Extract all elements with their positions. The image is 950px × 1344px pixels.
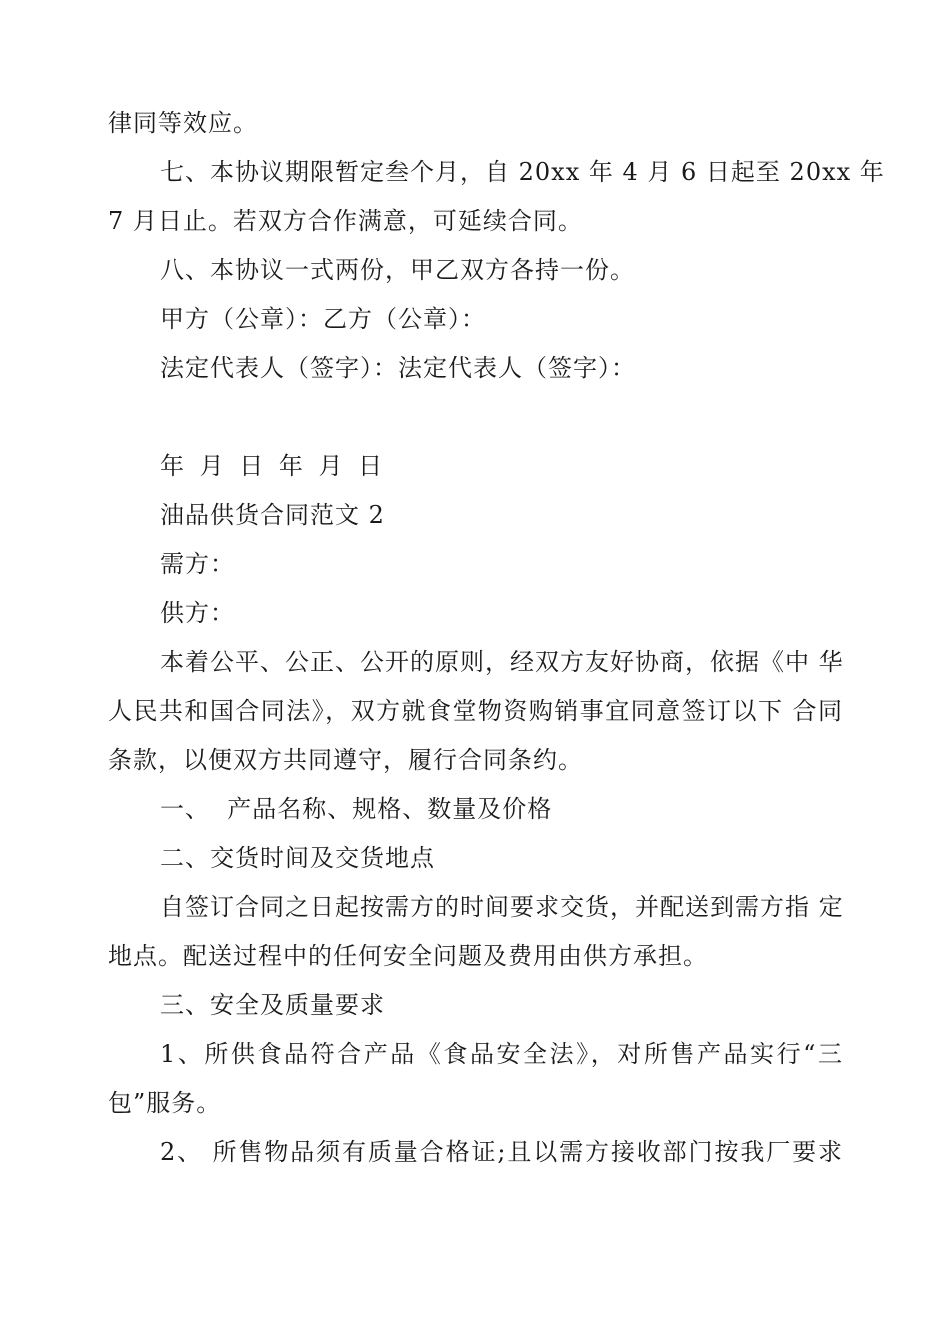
- text-line: 条款，以便双方共同遵守，履行合同条约。: [108, 746, 583, 774]
- text-line: 律同等效应。: [108, 109, 258, 137]
- text-line: 人民共和国合同法》，双方就食堂物资购销事宜同意签订以下 合同: [108, 697, 843, 725]
- text-line: 七、本协议期限暂定叁个月，自 20xx 年 4 月 6 日起至 20xx 年: [160, 158, 885, 186]
- text-line: 2、 所售物品须有质量合格证;且以需方接收部门按我厂要求: [160, 1138, 843, 1166]
- section-title: 油品供货合同范文 2: [160, 501, 385, 529]
- supplier-label: 供方：: [160, 599, 235, 627]
- text-line: 地点。配送过程中的任何安全问题及费用由供方承担。: [108, 942, 708, 970]
- text-line: 7 月日止。若双方合作满意，可延续合同。: [108, 207, 583, 235]
- signature-representative-line: 法定代表人（签字）：法定代表人（签字）：: [160, 354, 636, 382]
- text-line: 自签订合同之日起按需方的时间要求交货，并配送到需方指 定: [160, 893, 844, 921]
- text-line: 1、所供食品符合产品《食品安全法》，对所售产品实行“三: [160, 1040, 843, 1068]
- clause-heading: 二、交货时间及交货地点: [160, 844, 435, 872]
- text-line: 包”服务。: [108, 1089, 222, 1117]
- clause-heading: 一、 产品名称、规格、数量及价格: [160, 795, 553, 823]
- buyer-label: 需方：: [160, 550, 235, 578]
- date-line: 年 月 日 年 月 日: [160, 452, 384, 480]
- text-line: 本着公平、公正、公开的原则，经双方友好协商，依据《中 华: [160, 648, 844, 676]
- clause-heading: 三、安全及质量要求: [160, 991, 385, 1019]
- text-line: 八、本协议一式两份，甲乙双方各持一份。: [160, 256, 635, 284]
- signature-party-line: 甲方（公章）：乙方（公章）：: [160, 305, 486, 333]
